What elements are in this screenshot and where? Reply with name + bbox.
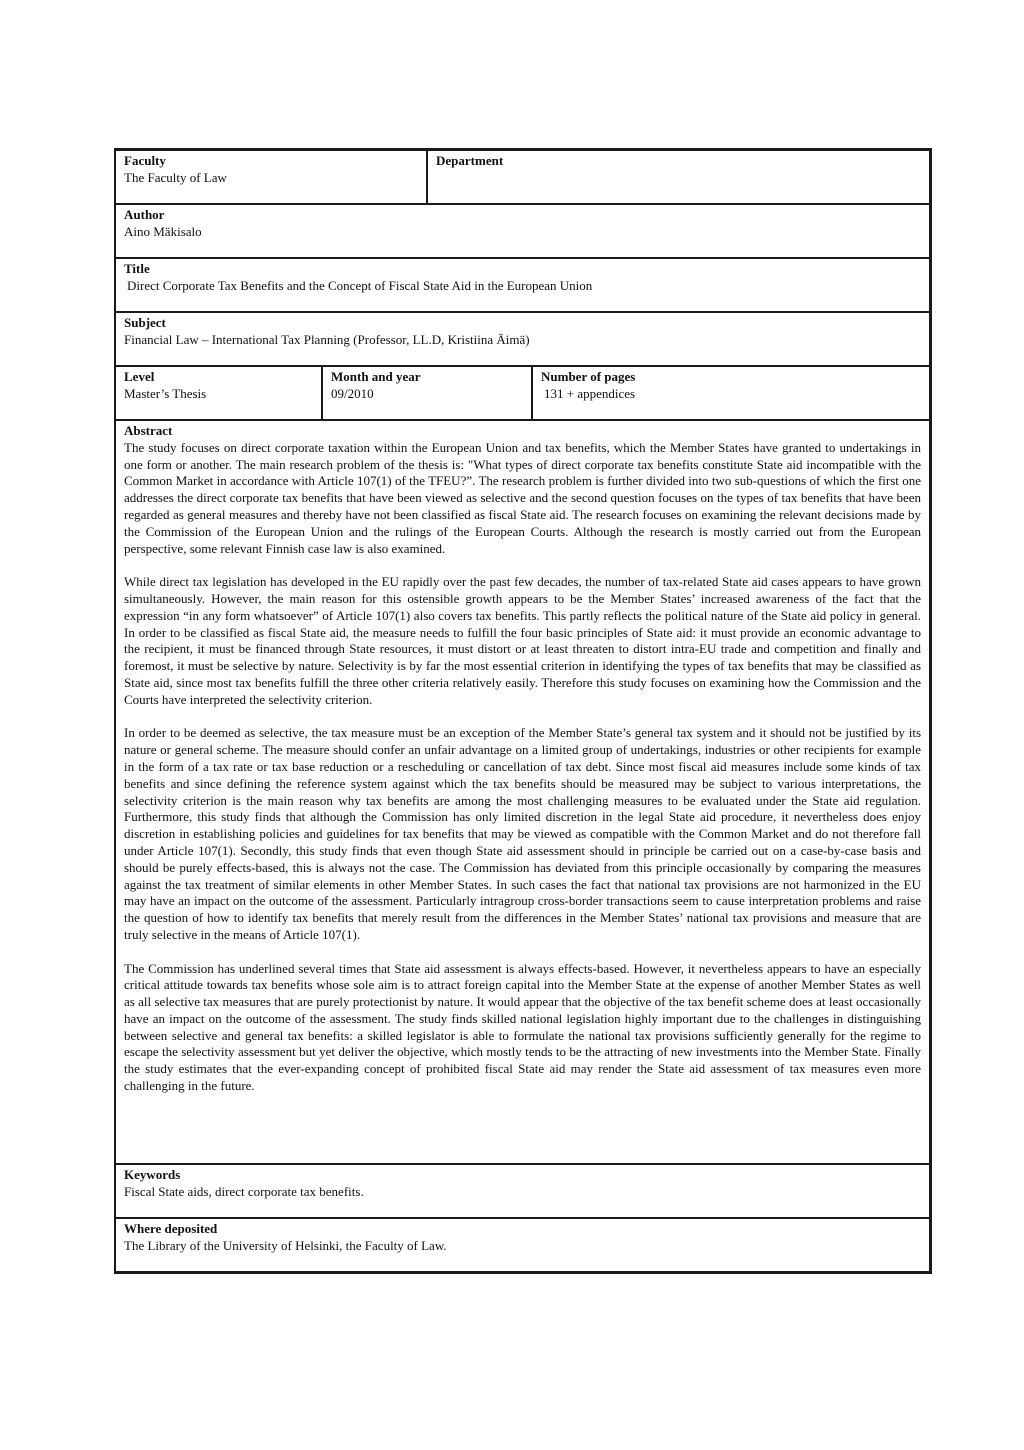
- author-cell: [116, 205, 929, 257]
- abstract-paragraph-3: In order to be deemed as selective, the tax measure must be an exception of the Member State’s general tax system and it should not be justified by its nature or general scheme. The measure should confer an unfair advantage on a limited group of undertakings, industries or other recipients for example in the form of a tax rate or tax base reduction or a rescheduling or cancellation of tax debt. Since most fiscal aid measures include some kinds of tax benefits and since defining the reference system against which the tax benefits should be measured may be subject to various interpretations, the selectivity criterion is the main reason why tax benefits are among the most challenging measures to be evaluated under the State aid regulation. Furthermore, this study finds that although the Commission has only limited discretion in the legal State aid procedure, it nevertheless does enjoy discretion in establishing policies and guidelines for tax benefits that may be viewed as compatible with the Common Market and do not therefore fall under Article 107(1). Secondly, this study finds that even though State aid assessment should in principle be carried out on a case-by-case basis and should be purely effects-based, this is always not the case. The Commission has deviated from this principle occasionally by comparing the measures against the tax treatment of similar elements in other Member States. In such cases the fact that national tax provisions are not harmonized in the EU may have an impact on the outcome of the assessment. Particularly intragroup cross-border transactions seem to cause interpretation problems and raise the question of how to identify tax benefits that merely result from the differences in the Member States’ national tax provisions and measure that are truly selective in the means of Article 107(1).: [124, 725, 921, 942]
- keywords-cell: [116, 1165, 929, 1217]
- level-value: Master’s Thesis: [124, 385, 207, 401]
- month-year-label: Month and year: [331, 369, 421, 384]
- keywords-label: Keywords: [124, 1167, 181, 1182]
- faculty-cell: [116, 151, 426, 203]
- keywords-value: Fiscal State aids, direct corporate tax benefits.: [124, 1183, 364, 1199]
- abstract-cell: [116, 421, 929, 1163]
- deposited-label: Where deposited: [124, 1221, 218, 1236]
- faculty-value: The Faculty of Law: [124, 169, 227, 185]
- level-cell: [116, 367, 321, 419]
- abstract-paragraph-1: The study focuses on direct corporate taxation within the European Union and tax benefits, which the Member States have granted to undertakings in one form or another. The main research problem of the thesis is: "What types of direct corporate tax benefits constitute State aid incompatible with the Common Market in accordance with Article 107(1) of the TFEU?”. The research problem is further divided into two sub-questions of which the first one addresses the direct corporate tax benefits that have been viewed as selective and the second question focuses on the types of tax benefits that have been regarded as general measures and thereby have not been classified as fiscal State aid. The research focuses on examining the relevant decisions made by the Commission of the European Union and the rulings of the European Courts. Although the research is mostly carried out from the European perspective, some relevant Finnish case law is also examined.: [124, 439, 921, 556]
- department-cell: [426, 151, 929, 203]
- deposited-value: The Library of the University of Helsinki, the Faculty of Law.: [124, 1237, 447, 1253]
- abstract-paragraph-2: While direct tax legislation has developed in the EU rapidly over the past few decades, the number of tax-related State aid cases appears to have grown simultaneously. However, the main reason for this ostensible growth appears to be the Member States’ increased awareness of the fact that the expression “in any form whatsoever” of Article 107(1) also covers tax benefits. This partly reflects the political nature of the State aid policy in general. In order to be classified as fiscal State aid, the measure needs to fulfill the four basic principles of State aid: it must provide an economic advantage to the recipient, it must be financed through State resources, it must distort or at least threaten to distort intra-EU trade and competition and finally and foremost, it must be selective by nature. Selectivity is by far the most essential criterion in identifying the types of tax benefits that may be classified as State aid, since most tax benefits fulfill the three other criteria relatively easily. Therefore this study focuses on examining how the Commission and the Courts have interpreted the selectivity criterion.: [124, 574, 921, 707]
- title-value: Direct Corporate Tax Benefits and the Concept of Fiscal State Aid in the European Union: [127, 277, 593, 293]
- level-month-pages-row: [116, 367, 929, 421]
- month-year-cell: [321, 367, 531, 419]
- thesis-abstract-form: [114, 148, 932, 1274]
- keywords-row: [116, 1165, 929, 1219]
- subject-label: Subject: [124, 315, 166, 330]
- deposited-row: [116, 1219, 929, 1271]
- faculty-department-row: [116, 151, 929, 205]
- title-label: Title: [124, 261, 150, 276]
- pages-value: 131 + appendices: [544, 385, 636, 401]
- level-label: Level: [124, 369, 155, 384]
- faculty-label: Faculty: [124, 153, 166, 168]
- abstract-paragraph-4: The Commission has underlined several times that State aid assessment is always effects-based. However, it nevertheless appears to have an especially critical attitude towards tax benefits whose sole aim is to attract foreign capital into the Member State at the expense of another Member States as well as all selective tax measures that are purely protectionist by nature. It would appear that the objective of the tax benefit scheme does at least occasionally have an impact on the outcome of the assessment. The study finds skilled national legislation highly important due to the challenges in distinguishing between selective and general tax benefits: a skilled legislator is able to formulate the national tax provisions sufficiently generally for the regime to escape the selectivity assessment but yet deliver the objective, which mostly tends to be the attracting of new investments into the Member State. Finally the study estimates that the ever-expanding concept of prohibited fiscal State aid may render the State aid assessment of tax measures even more challenging in the future.: [124, 960, 921, 1094]
- subject-row: [116, 313, 929, 367]
- deposited-cell: [116, 1219, 929, 1271]
- subject-cell: [116, 313, 929, 365]
- abstract-label: Abstract: [124, 423, 173, 438]
- department-label: Department: [436, 153, 504, 168]
- pages-cell: [531, 367, 929, 419]
- author-row: [116, 205, 929, 259]
- author-label: Author: [124, 207, 165, 222]
- pages-label: Number of pages: [541, 369, 636, 384]
- title-row: [116, 259, 929, 313]
- author-value: Aino Mäkisalo: [124, 223, 202, 239]
- abstract-row: [116, 421, 929, 1165]
- month-year-value: 09/2010: [331, 385, 374, 401]
- subject-value: Financial Law – International Tax Planning (Professor, LL.D, Kristiina Äimä): [124, 331, 530, 347]
- title-cell: [116, 259, 929, 311]
